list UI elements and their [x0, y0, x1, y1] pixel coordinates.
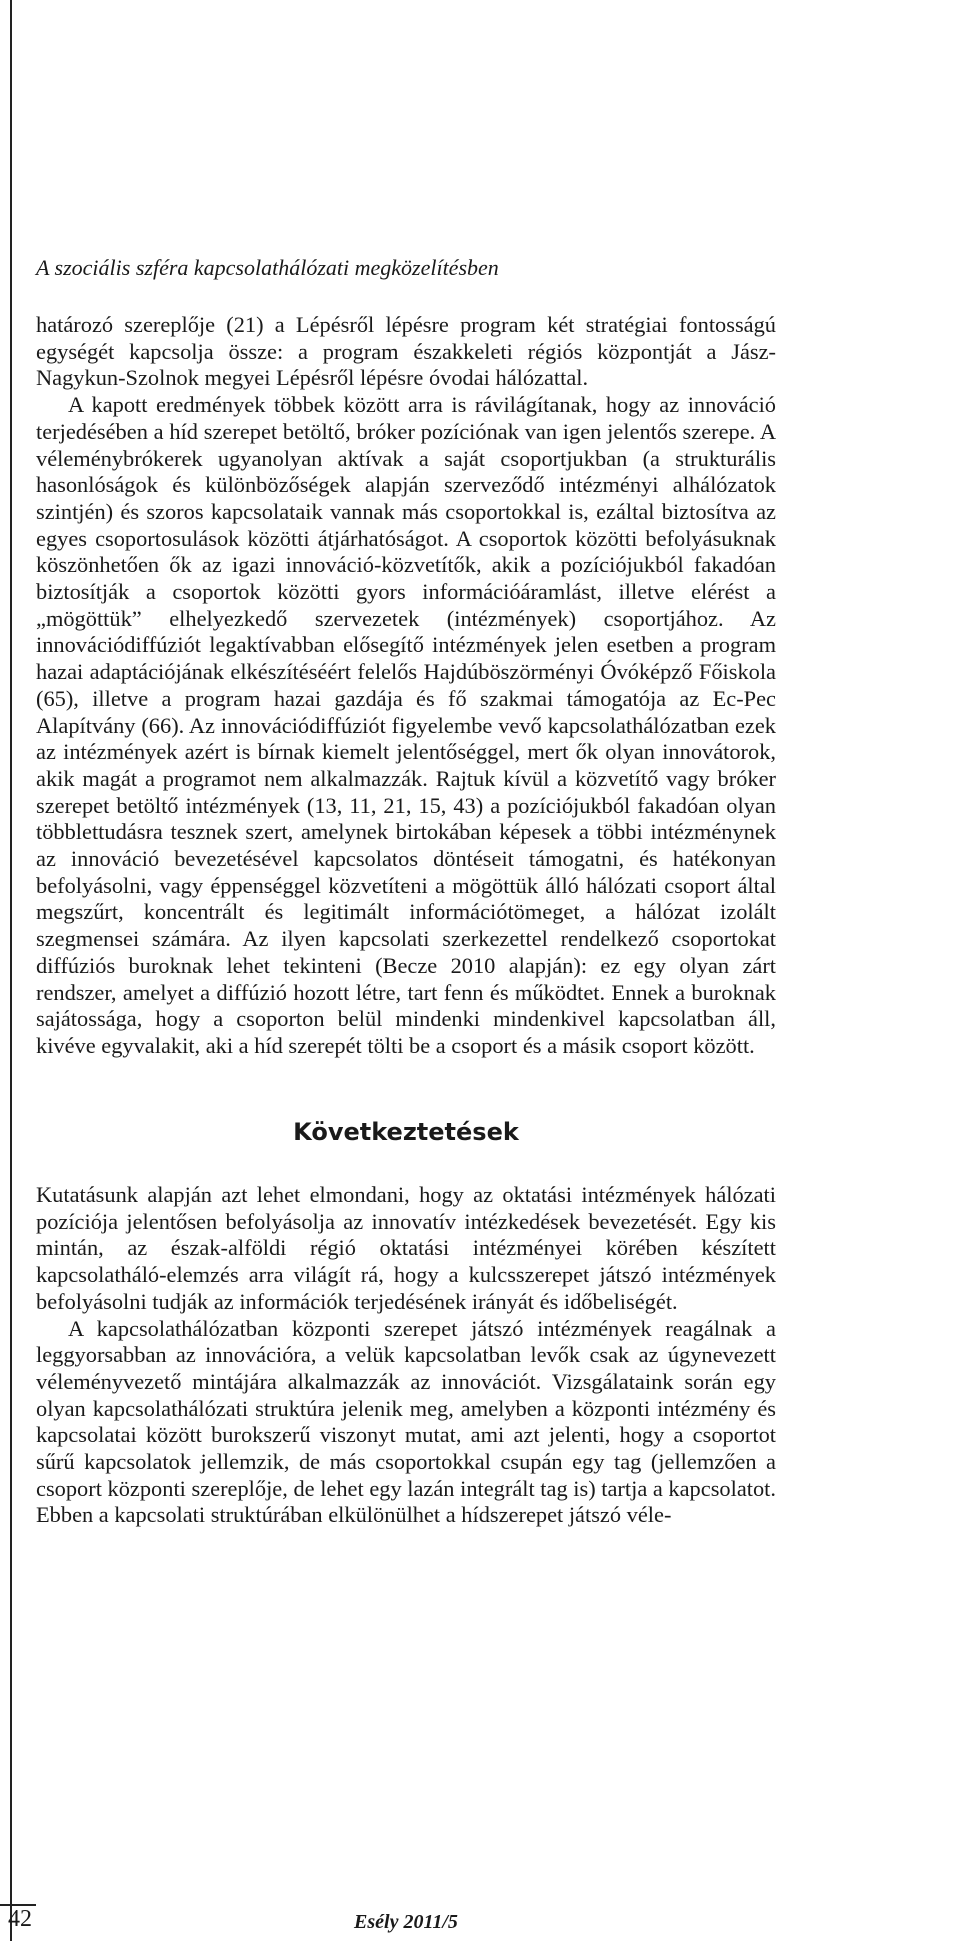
section-heading: Következtetések: [293, 1118, 519, 1146]
body-text: [36, 312, 776, 1060]
conclusion-paragraph: A kapcsolathálózatban központi szerepet játszó intézmények reagálnak a leggyorsabban az innovációra, a velük kapcsolatban levők csak az úgynevezett véleményvezető mintájára alkalmazzák az innovációt. Vizsgálataink során egy olyan kapcsolathálózati struktúra jelenik meg, amelyben a központi intézmény és kapcsolatai között burokszerű viszonyt mutat, ami azt jelenti, hogy a csoportot sűrű kapcsolatok jellemzik, de más csoportokkal csupán egy tag (jellemzően a csoport központi szereplője, de lehet egy lazán integrált tag is) tartja a kapcsolatot. Ebben a kapcsolati struktúrában elkülönülhet a hídszerepet játszó véle-: [36, 1315, 776, 1528]
page-number: 42: [8, 1906, 32, 1932]
conclusion-paragraph: Kutatásunk alapján azt lehet elmondani, hogy az oktatási intézmények hálózati pozíciója jelentősen befolyásolja az innovatív intézkedések bevezetését. Egy kis mintán, az észak-alföldi régió oktatási intézményei körében készített kapcsolatháló-elemzés arra világít rá, hogy a kulcsszerepet játszó intézmények befolyásolni tudják az információk terjedésének irányát és időbeliségét.: [36, 1182, 776, 1314]
conclusion-text: [36, 1182, 776, 1529]
left-margin-rule: [10, 0, 12, 1941]
body-paragraph: határozó szereplője (21) a Lépésről lépésre program két stratégiai fontosságú egységét kapcsolja össze: a program északkeleti régiós központját a Jász-Nagykun-Szolnok megyei Lépésről lépésre óvodai hálózattal.: [36, 312, 776, 391]
running-header: A szociális szféra kapcsolathálózati megközelítésben: [36, 255, 499, 280]
journal-name: Esély 2011/5: [354, 1911, 458, 1933]
body-paragraph: A kapott eredmények többek között arra is rávilágítanak, hogy az innováció terjedésében a híd szerepet betöltő, bróker pozíciónak van igen jelentős szerepe. A véleménybrókerek ugyanolyan aktívak a saját csoportjukban (a strukturális hasonlóságok és különbözőségek alapján szerveződő intézményi alhálózatok szintjén) és szoros kapcsolataik vannak más csoportokkal is, ezáltal biztosítva az egyes csoportosulások közötti átjárhatóságot. A csoportok közötti befolyásuknak köszönhetően ők az igazi innováció-közvetítők, akik a pozíciójukból fakadóan biztosítják a csoportok közötti gyors információáramlást, illetve elérést a „mögöttük” elhelyezkedő szervezetek (intézmények) csoportjához. Az innovációdiffúziót legaktívabban elősegítő intézmények jelen esetben a program hazai adaptációjának elkészítéséért felelős Hajdúböszörményi Óvóképző Főiskola (65), illetve a program hazai gazdája és fő szakmai támogatója az Ec-Pec Alapítvány (66). Az innovációdiffúziót figyelembe vevő kapcsolathálózatban ezek az intézmények azért is bírnak kiemelt jelentőséggel, mert ők olyan innovátorok, akik magát a programot nem alkalmazzák. Rajtuk kívül a közvetítő vagy bróker szerepet betöltő intézmények (13, 11, 21, 15, 43) a pozíciójukból fakadóan olyan többlettudásra tesznek szert, amelynek birtokában képesek a többi intézménynek az innováció bevezetésével kapcsolatos döntéseit támogatni, és hatékonyan befolyásolni, vagy éppenséggel közvetíteni a mögöttük álló hálózati csoport által megszűrt, koncentrált és legitimált információtömeget, a hálózat izolált szegmensei számára. Az ilyen kapcsolati szerkezettel rendelkező csoportokat diffúziós buroknak lehet tekinteni (Becze 2010 alapján): ez egy olyan zárt rendszer, amelyet a diffúzió hozott létre, tart fenn és működtet. Ennek a buroknak sajátossága, hogy a csoporton belül mindenki mindenkivel kapcsolatban áll, kivéve egyvalakit, aki a híd szerepét tölti be a csoport és a másik csoport között.: [36, 392, 776, 1058]
